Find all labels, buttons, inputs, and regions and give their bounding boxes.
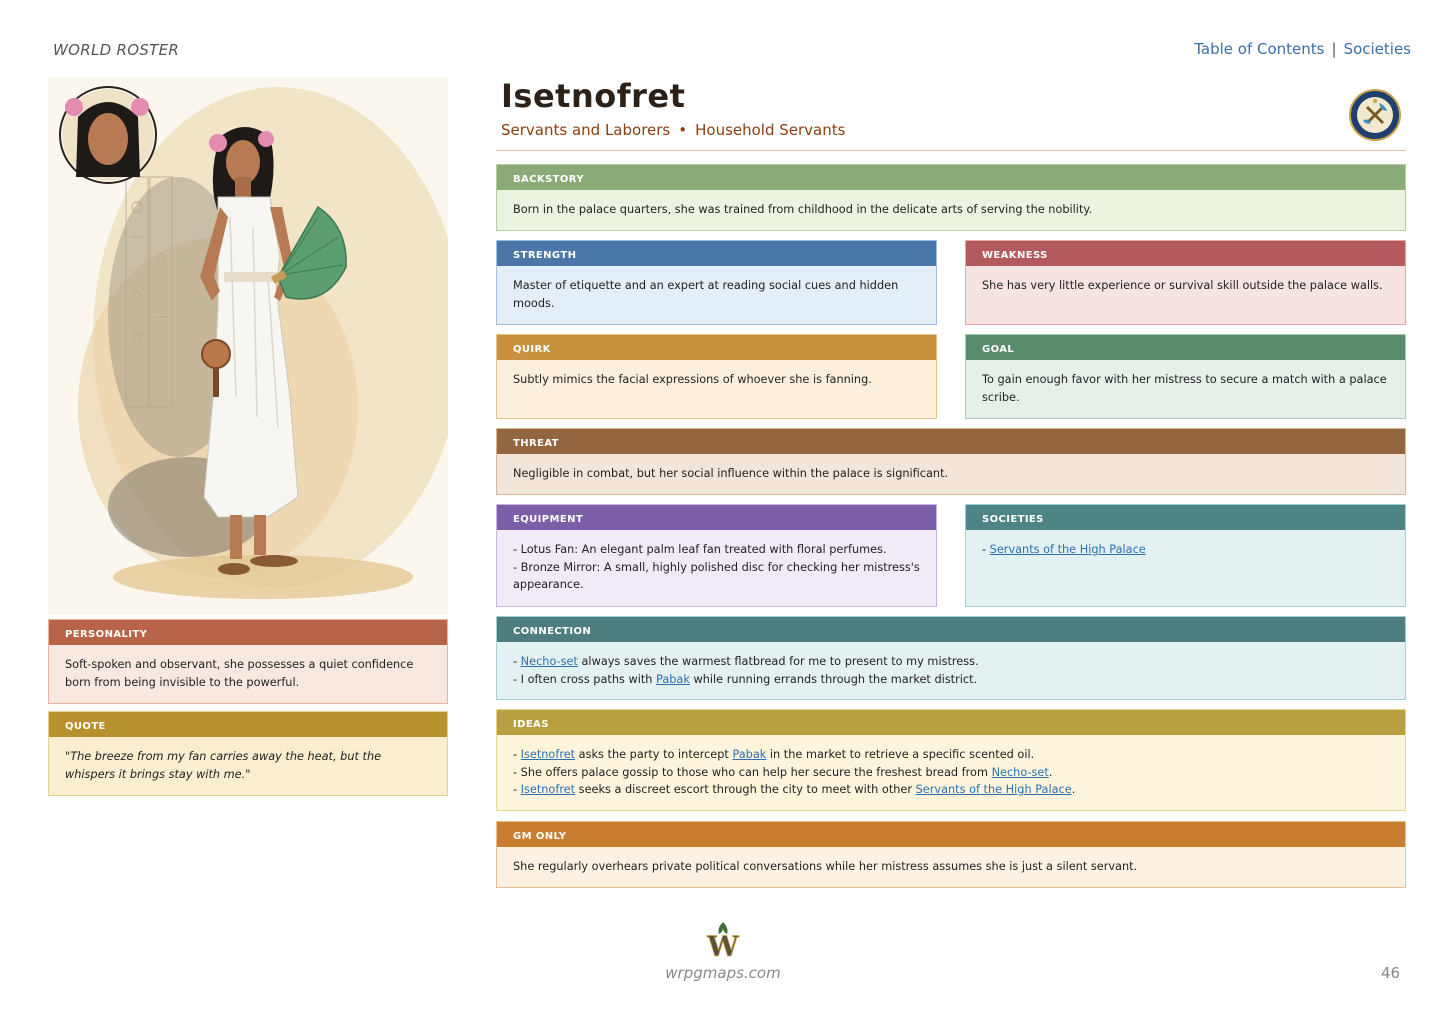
personality-label: PERSONALITY — [49, 620, 447, 645]
idea-text: seeks a discreet escort through the city to meet with other — [575, 783, 916, 796]
equipment-label: EQUIPMENT — [497, 505, 936, 530]
running-title: WORLD ROSTER — [53, 41, 180, 59]
npc-link-isetnofret[interactable]: Isetnofret — [520, 783, 576, 796]
society-link-high-palace[interactable]: Servants of the High Palace — [915, 783, 1072, 796]
connection-card — [496, 616, 1406, 700]
goal-text: To gain enough favor with her mistress to secure a match with a palace scribe. — [982, 373, 1387, 404]
idea-line — [513, 764, 1389, 782]
connection-line — [513, 671, 1389, 689]
weakness-label: WEAKNESS — [966, 241, 1405, 266]
toc-link[interactable]: Table of Contents — [1194, 40, 1325, 58]
npc-link-necho-set[interactable]: Necho-set — [991, 765, 1049, 779]
gm-only-label: GM ONLY — [497, 822, 1405, 847]
page-number: 46 — [1381, 964, 1401, 982]
list-dash: - — [513, 748, 521, 761]
idea-line — [513, 781, 1389, 799]
threat-card — [496, 428, 1406, 495]
top-navigation — [1194, 40, 1411, 58]
quirk-label: QUIRK — [497, 335, 936, 360]
goal-label: GOAL — [966, 335, 1405, 360]
npc-link-pabak[interactable]: Pabak — [732, 748, 767, 761]
societies-link[interactable]: Societies — [1343, 40, 1411, 58]
backstory-label: BACKSTORY — [497, 165, 1405, 190]
connection-line — [513, 653, 1389, 671]
threat-label: THREAT — [497, 429, 1405, 454]
title-divider — [496, 150, 1406, 151]
societies-list — [966, 530, 1405, 571]
personality-text: Soft-spoken and observant, she possesses a quiet confidence born from being invisible to the powerful. — [65, 658, 414, 689]
idea-text: . — [1071, 783, 1076, 796]
society-link-high-palace[interactable]: Servants of the High Palace — [989, 543, 1146, 556]
strength-text: Master of etiquette and an expert at reading social cues and hidden moods. — [513, 279, 899, 310]
weakness-card — [965, 240, 1406, 325]
wrpgmaps-logo-icon — [703, 920, 743, 960]
backstory-text: Born in the palace quarters, she was trained from childhood in the delicate arts of serving the nobility. — [513, 203, 1093, 216]
list-dash: - — [982, 543, 990, 556]
strength-label: STRENGTH — [497, 241, 936, 266]
equipment-item: - Lotus Fan: An elegant palm leaf fan treated with floral perfumes. — [513, 543, 887, 556]
equipment-item: - Bronze Mirror: A small, highly polished disc for checking her mistress's appearance. — [513, 560, 920, 591]
role-text: Household Servants — [695, 121, 846, 139]
idea-text: . — [1048, 765, 1053, 779]
personality-card — [48, 619, 448, 704]
quirk-text: Subtly mimics the facial expressions of whoever she is fanning. — [513, 373, 872, 386]
quote-card — [48, 711, 448, 796]
equipment-card — [496, 504, 937, 607]
connection-text: while running errands through the market district. — [689, 672, 978, 686]
quirk-card — [496, 334, 937, 419]
idea-text: asks the party to intercept — [575, 748, 733, 761]
ideas-card — [496, 709, 1406, 811]
idea-text: in the market to retrieve a specific scented oil. — [766, 748, 1035, 761]
bullet-separator: • — [678, 121, 688, 139]
weakness-text: She has very little experience or survival skill outside the palace walls. — [982, 279, 1383, 292]
character-classification — [501, 121, 845, 139]
quote-text: "The breeze from my fan carries away the heat, but the whispers it brings stay with me." — [65, 750, 382, 781]
logo-letter: W — [707, 930, 739, 960]
gm-only-text: She regularly overhears private political conversations while her mistress assumes she is just a silent servant. — [513, 860, 1138, 873]
character-illustration — [48, 77, 448, 615]
idea-text: - She offers palace gossip to those who can help her secure the freshest bread from — [513, 765, 992, 779]
equipment-list — [497, 530, 936, 606]
goal-card — [965, 334, 1406, 419]
backstory-card — [496, 164, 1406, 231]
connection-text: always saves the warmest flatbread for me to present to my mistress. — [577, 655, 979, 668]
society-emblem-icon — [1349, 89, 1401, 141]
gm-only-card — [496, 821, 1406, 888]
connection-list — [497, 642, 1405, 700]
nav-separator: | — [1331, 40, 1337, 58]
connection-label: CONNECTION — [497, 617, 1405, 642]
connection-text: - I often cross paths with — [513, 672, 657, 686]
npc-link-isetnofret[interactable]: Isetnofret — [520, 748, 576, 761]
ideas-label: IDEAS — [497, 710, 1405, 735]
societies-card — [965, 504, 1406, 607]
list-dash: - — [513, 783, 521, 796]
list-dash: - — [513, 655, 521, 668]
character-name: Isetnofret — [501, 77, 686, 115]
category-text: Servants and Laborers — [501, 121, 671, 139]
societies-label: SOCIETIES — [966, 505, 1405, 530]
ideas-list — [497, 735, 1405, 811]
threat-text: Negligible in combat, but her social influence within the palace is significant. — [513, 467, 949, 480]
npc-link-pabak[interactable]: Pabak — [656, 672, 690, 686]
npc-link-necho-set[interactable]: Necho-set — [520, 655, 578, 668]
footer-site: wrpgmaps.com — [665, 964, 781, 982]
strength-card — [496, 240, 937, 325]
quote-label: QUOTE — [49, 712, 447, 737]
idea-line — [513, 746, 1389, 764]
